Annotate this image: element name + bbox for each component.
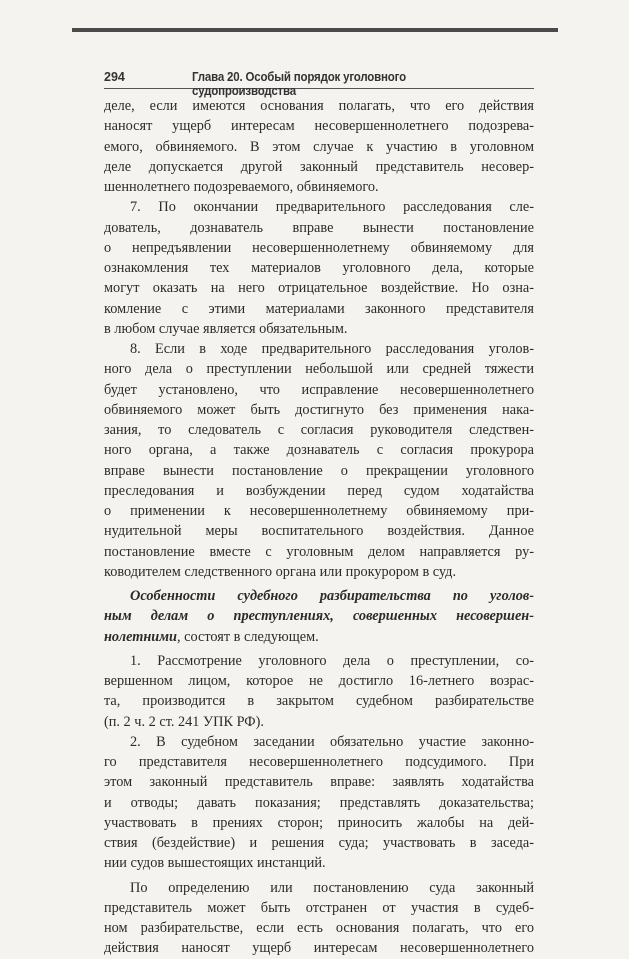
text-line: 8. Если в ходе предварительного расследования уголов-: [130, 341, 534, 357]
text-line: деле допускается другой законный представитель несовер-: [104, 158, 534, 175]
text-line: нии судов вышестоящих инстанций.: [104, 855, 326, 872]
text-line: обвиняемого может быть достигнуто без применения нака-: [104, 401, 534, 418]
text-line: го представителя несовершеннолетнего подсудимого. При: [104, 754, 534, 770]
running-header: [104, 70, 534, 98]
text-line: емого, обвиняемого. В этом случае к участию в уголовном: [104, 138, 534, 155]
text-line: будет установлено, что исправление несовершеннолетнего: [104, 381, 534, 398]
text-line: вершенном лицом, которое не достигло 16-летнего возрас-: [104, 673, 534, 689]
text-line: ствия (бездействие) и решения суда; участвовать в заседа-: [104, 835, 534, 851]
page-number: 294: [104, 70, 125, 84]
section-lead-line: Особенности судебного разбирательства по уголов-: [130, 588, 534, 604]
text-line: дователь, дознаватель вправе вынести постановление: [104, 219, 534, 236]
text-line: шеннолетнего подозреваемого, обвиняемого.: [104, 179, 379, 195]
text-line: 1. Рассмотрение уголовного дела о преступлении, со-: [130, 652, 534, 669]
text-line: По определению или постановлению суда законный: [130, 879, 534, 896]
text-line: вправе вынести постановление о прекращении уголовного: [104, 462, 534, 479]
text-line: ознакомления тех материалов уголовного дела, которые: [104, 260, 534, 276]
text-line: о непредъявлении несовершеннолетнему обвиняемому для: [104, 239, 534, 256]
text-line: представитель может быть отстранен от участия в судеб-: [104, 899, 534, 916]
text-line: ного дела о преступлении небольшой или средней тяжести: [104, 361, 534, 378]
section-lead-emphasis: нолетними: [104, 628, 177, 645]
section-lead-line: ным делам о преступлениях, совершенных несовершен-: [104, 608, 534, 625]
text-line: участвовать в прениях сторон; приносить жалобы на дей-: [104, 814, 534, 831]
text-line: та, производится в закрытом судебном разбирательстве: [104, 693, 534, 710]
text-line: могут оказать на него отрицательное воздействие. Но озна-: [104, 280, 534, 297]
text-line: нудительной меры воспитательного воздействия. Данное: [104, 523, 534, 540]
text-line: в любом случае является обязательным.: [104, 320, 348, 337]
section-lead-tail: , состоят в следующем.: [176, 628, 319, 645]
text-line: ководителем следственного органа или прокурором в суд.: [104, 563, 457, 580]
text-line: этом законный представитель вправе: заявлять ходатайства: [104, 774, 534, 791]
text-line: и отводы; давать показания; представлять доказательства;: [104, 794, 534, 811]
text-line: преследования и возбуждении перед судом ходатайства: [104, 482, 534, 499]
top-scan-rule: [72, 28, 558, 32]
text-line: наносят ущерб интересам несовершеннолетнего подозрева-: [104, 118, 534, 135]
text-line: комление с этими материалами законного представителя: [104, 300, 534, 317]
text-line: ного органа, а также дознаватель с согласия прокурора: [104, 442, 534, 459]
text-line: зания, то следователь с согласия руководителя следствен-: [104, 422, 534, 438]
page-body: [104, 96, 534, 959]
text-line: (п. 2 ч. 2 ст. 241 УПК РФ).: [104, 713, 264, 730]
text-line: деле, если имеются основания полагать, что его действия: [104, 98, 534, 114]
text-line: о применении к несовершеннолетнему обвиняемому при-: [104, 503, 534, 519]
text-line: действия наносят ущерб интересам несовершеннолетнего: [104, 940, 534, 957]
chapter-title: Глава 20. Особый порядок уголовного судопроизводства: [192, 70, 406, 98]
text-line: 2. В судебном заседании обязательно участие законно-: [130, 733, 534, 750]
text-line: постановление вместе с уголовным делом направляется ру-: [104, 543, 534, 560]
text-line: 7. По окончании предварительного расследования сле-: [130, 199, 534, 216]
text-line: ном разбирательстве, если есть основания полагать, что его: [104, 920, 534, 936]
section-lead-line: [104, 627, 534, 647]
